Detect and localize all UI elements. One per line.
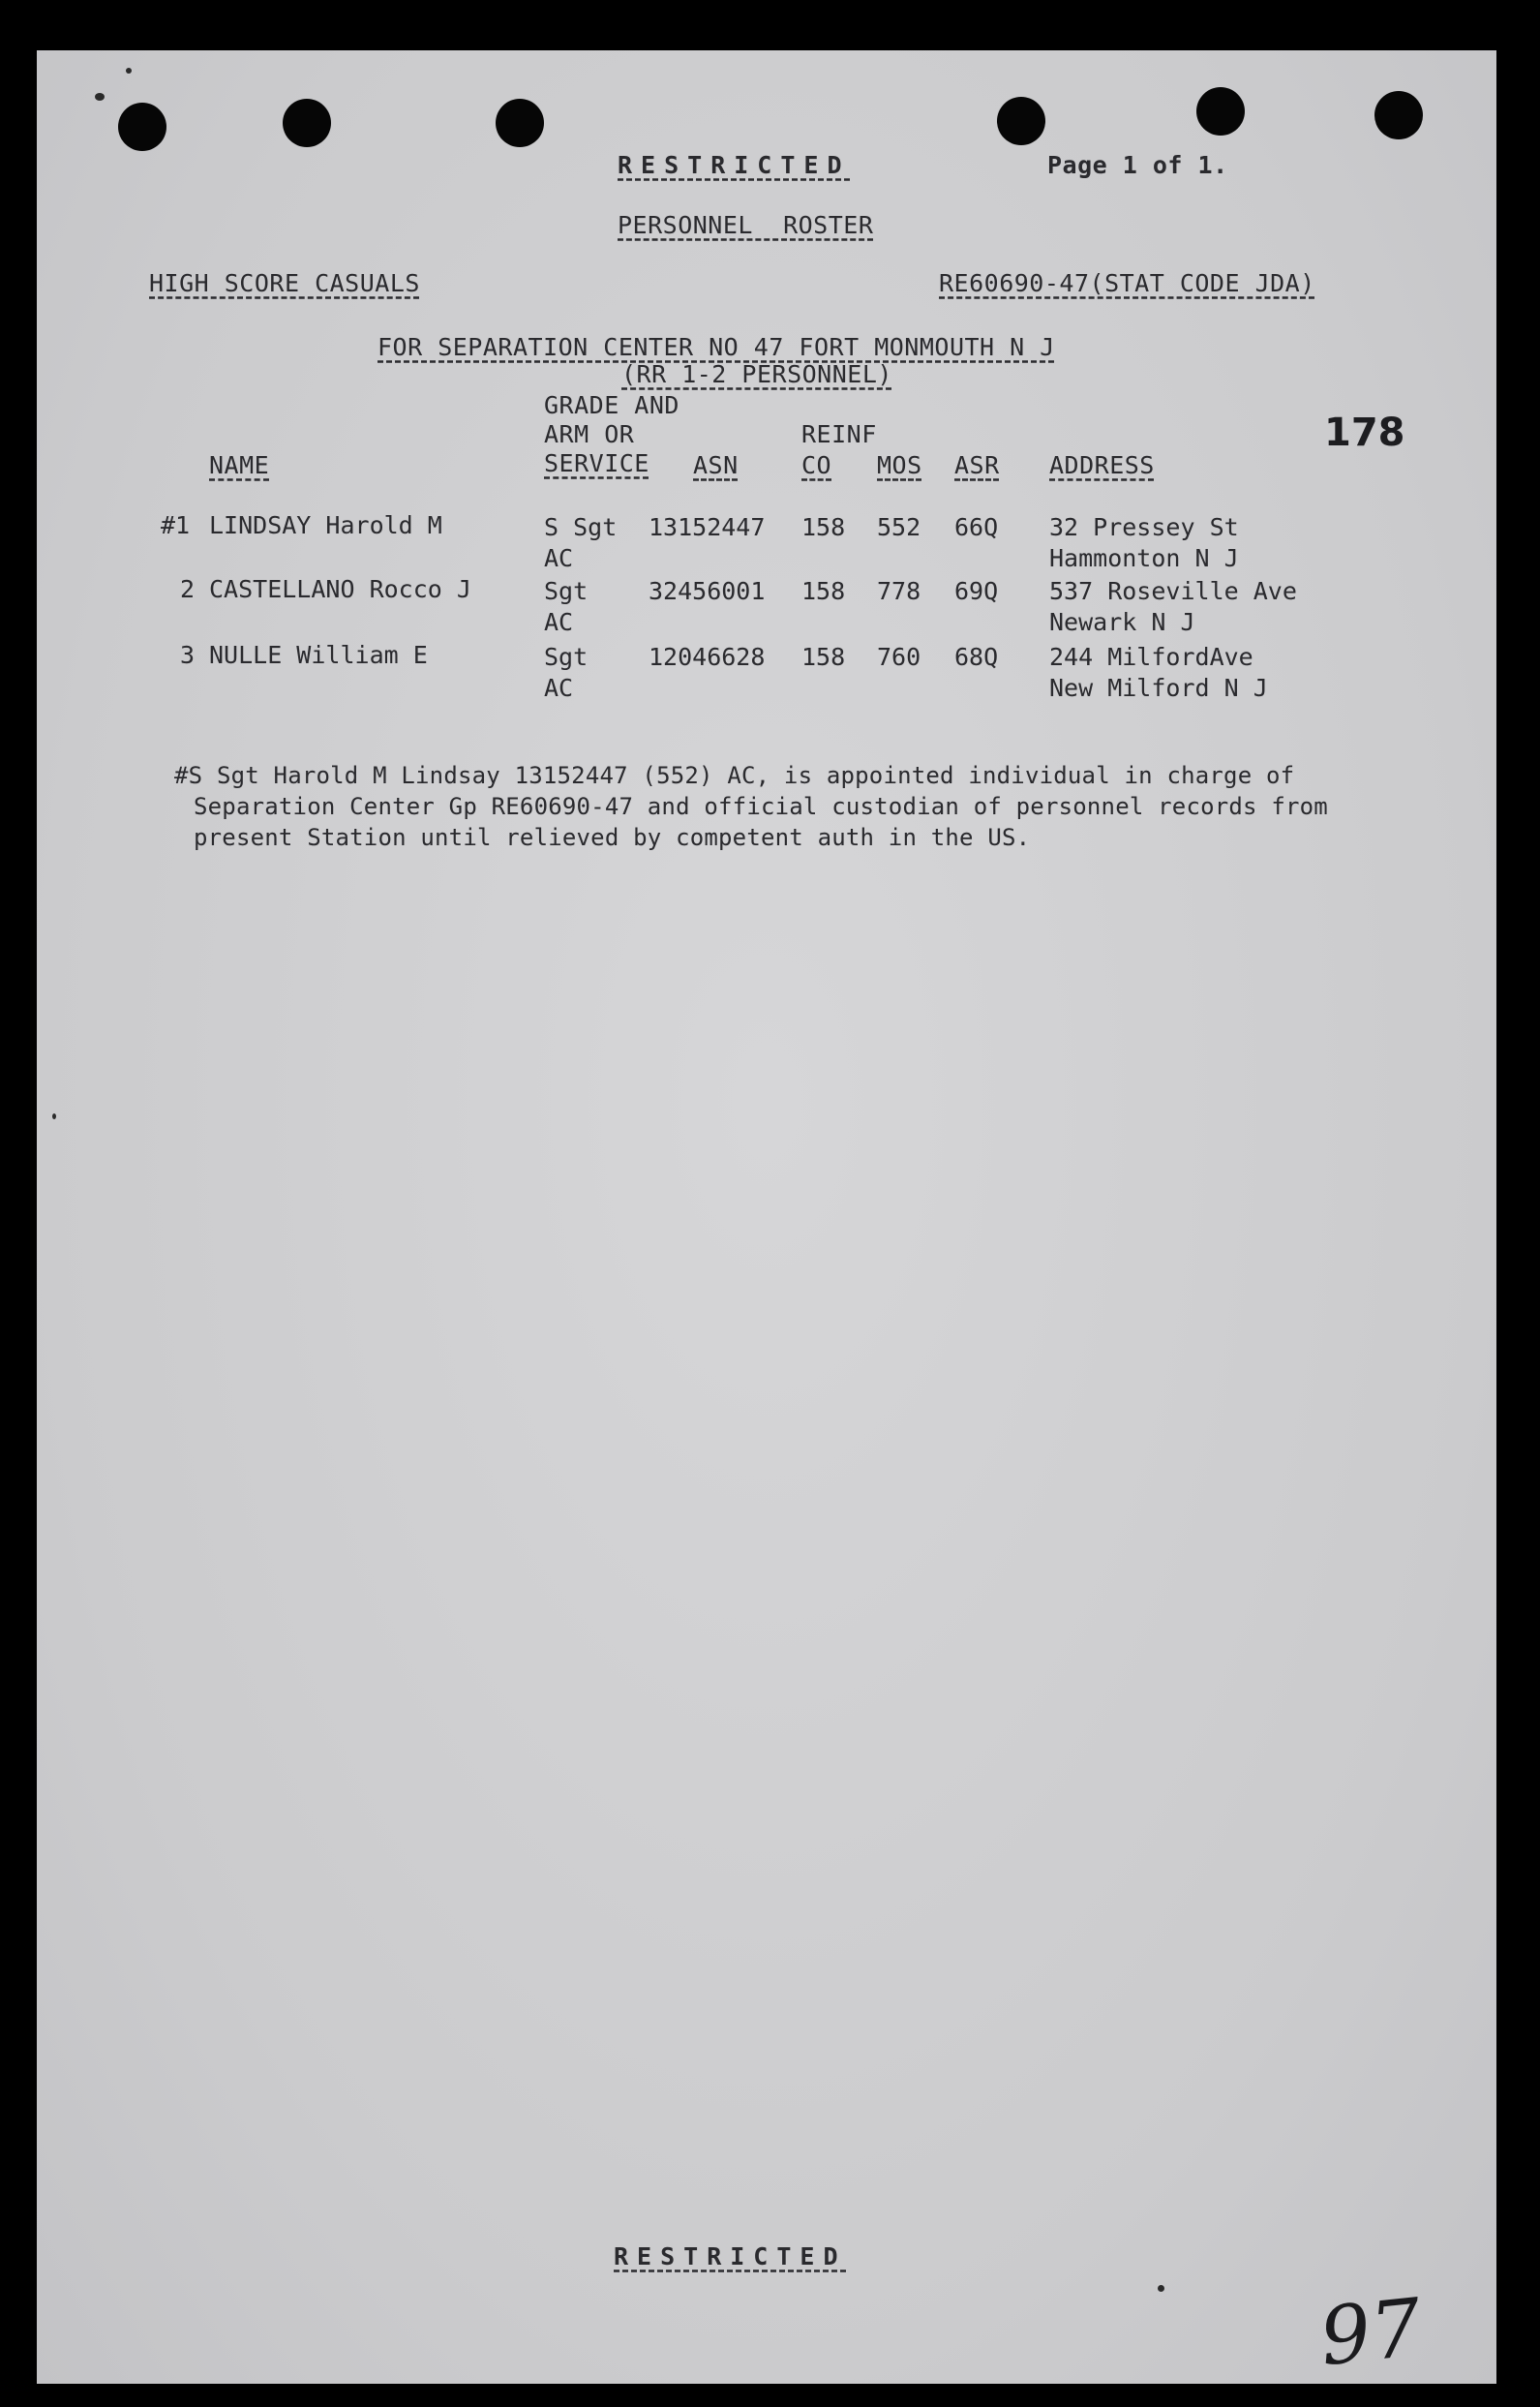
punch-hole [1196, 87, 1245, 136]
ink-speck [95, 93, 105, 101]
row-name: LINDSAY Harold M [209, 511, 442, 539]
roster-number: 178 [1324, 411, 1405, 455]
ink-speck [1158, 2285, 1164, 2292]
restricted-bottom-label: RESTRICTED [614, 2242, 847, 2270]
col-co-header: CO [801, 451, 832, 479]
row-address-line-2: Hammonton N J [1049, 544, 1239, 572]
col-grade-line-3: SERVICE [544, 449, 649, 477]
punch-hole [118, 103, 166, 151]
row-asn: 13152447 [649, 513, 766, 541]
row-asn: 12046628 [649, 643, 766, 671]
row-grade: Sgt [544, 577, 589, 605]
note-line-1: #S Sgt Harold M Lindsay 13152447 (552) AC, is appointed individual in charge of [174, 762, 1295, 789]
roster-title: PERSONNEL ROSTER [618, 211, 874, 239]
row-address-line-2: Newark N J [1049, 608, 1195, 636]
row-grade: S Sgt [544, 513, 618, 541]
ink-speck [126, 68, 132, 74]
row-address-line-1: 244 MilfordAve [1049, 643, 1253, 671]
col-reinf-label: REINF [801, 420, 877, 448]
row-asn: 32456001 [649, 577, 766, 605]
row-service: AC [544, 674, 574, 702]
row-name: CASTELLANO Rocco J [209, 575, 471, 603]
row-mos: 552 [877, 513, 921, 541]
row-service: AC [544, 544, 574, 572]
page-number-label: Page 1 of 1. [1047, 151, 1228, 179]
row-co: 158 [801, 577, 846, 605]
row-grade: Sgt [544, 643, 589, 671]
col-asn-header: ASN [693, 451, 739, 479]
row-mos: 760 [877, 643, 921, 671]
rr-line: (RR 1-2 PERSONNEL) [621, 360, 892, 388]
row-number: #1 [161, 511, 191, 539]
note-line-2: Separation Center Gp RE60690-47 and official custodian of personnel records from [194, 793, 1328, 820]
row-number: 3 [180, 641, 196, 669]
col-name-header: NAME [209, 451, 270, 479]
group-label: HIGH SCORE CASUALS [149, 269, 420, 297]
punch-hole [1374, 91, 1423, 139]
row-address-line-2: New Milford N J [1049, 674, 1268, 702]
row-mos: 778 [877, 577, 921, 605]
row-co: 158 [801, 513, 846, 541]
row-co: 158 [801, 643, 846, 671]
separation-group-code: RE60690-47(STAT CODE JDA) [939, 269, 1315, 297]
punch-hole [283, 99, 331, 147]
row-asr: 68Q [954, 643, 999, 671]
col-grade-line-1: GRADE AND [544, 391, 679, 419]
destination-line: FOR SEPARATION CENTER NO 47 FORT MONMOUTH N J [377, 333, 1055, 361]
col-mos-header: MOS [877, 451, 922, 479]
punch-hole [997, 97, 1045, 145]
document-page [37, 50, 1496, 2384]
ink-speck [52, 1113, 56, 1119]
row-number: 2 [180, 575, 196, 603]
row-address-line-1: 32 Pressey St [1049, 513, 1239, 541]
note-line-3: present Station until relieved by competent auth in the US. [194, 824, 1031, 851]
row-service: AC [544, 608, 574, 636]
col-address-header: ADDRESS [1049, 451, 1155, 479]
row-asr: 66Q [954, 513, 999, 541]
restricted-top-label: RESTRICTED [618, 151, 851, 179]
col-asr-header: ASR [954, 451, 1000, 479]
punch-hole [496, 99, 544, 147]
row-asr: 69Q [954, 577, 999, 605]
col-grade-line-2: ARM OR [544, 420, 635, 448]
row-address-line-1: 537 Roseville Ave [1049, 577, 1297, 605]
row-name: NULLE William E [209, 641, 428, 669]
handwritten-page-number: 97 [1315, 2281, 1427, 2385]
